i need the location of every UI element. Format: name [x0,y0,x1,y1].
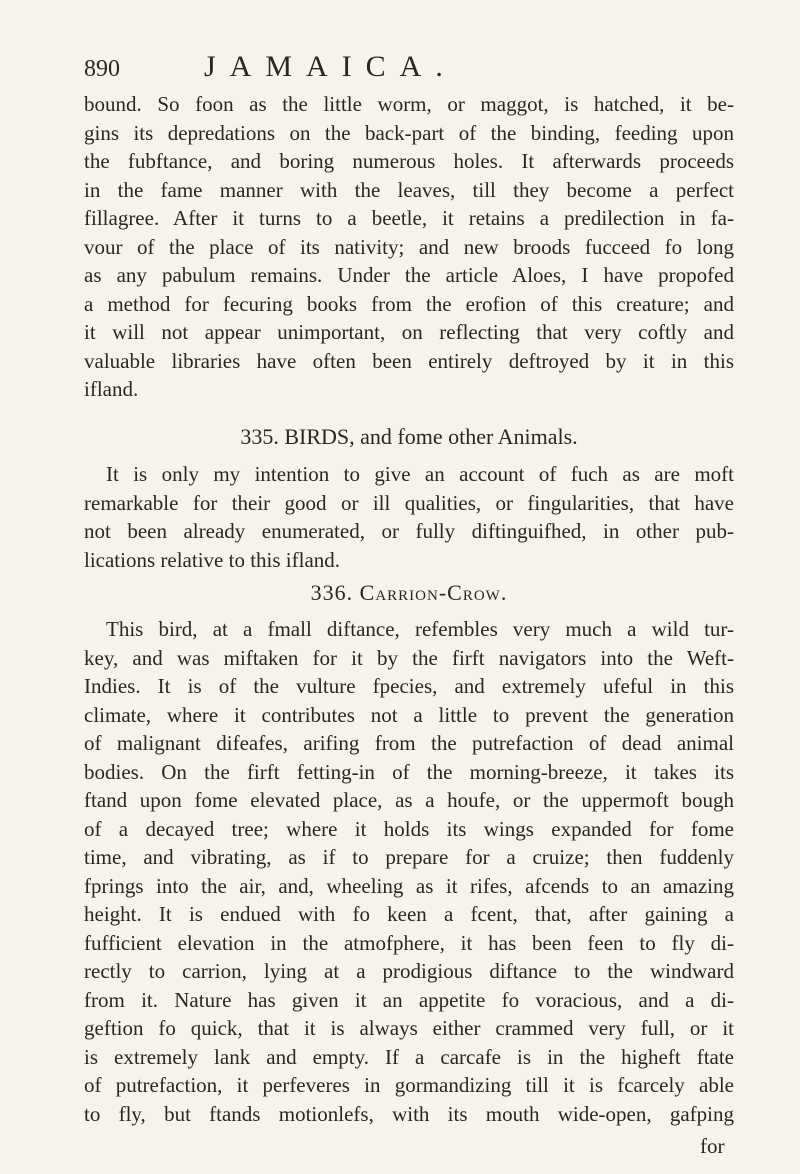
text-line: as any pabulum remains. Under the article Aloes, I have propofed [84,263,734,287]
text-line: time, and vibrating, as if to prepare for a cruize; then fuddenly [84,845,734,869]
text-line: vour of the place of its nativity; and new broods fucceed fo long [84,234,734,259]
text-line: This bird, at a fmall diftance, refembles very much a wild tur- [106,617,734,641]
text-line: fillagree. After it turns to a beetle, it retains a predilection in fa- [84,206,734,230]
text-line: to fly, but ftands motionlefs, with its mouth wide-open, gafping [84,1101,734,1126]
page-header [84,50,734,90]
text-line: from it. Nature has given it an appetite fo voracious, and a di- [84,987,734,1012]
text-line: fufficient elevation in the atmofphere, it has been feen to fly di- [84,930,734,955]
text-line: in the fame manner with the leaves, till they become a perfect [84,177,734,202]
text-line: it will not appear unimportant, on reflecting that very coftly and [84,320,734,344]
text-line: of a decayed tree; where it holds its wings expanded for fome [84,816,734,841]
text-line: the fubftance, and boring numerous holes. It afterwards proceeds [84,149,734,173]
text-line: climate, where it contributes not a little to prevent the generation [84,702,734,727]
text-line: bound. So foon as the little worm, or maggot, is hatched, it be- [84,92,734,116]
text-line: geftion fo quick, that it is always either crammed very full, or it [84,1016,734,1040]
section-heading-carrion-crow: 336. Carrion-Crow. [310,580,508,605]
catchword: for [700,1134,725,1158]
text-line: ifland. [84,377,139,401]
paragraph-birds-intro [84,460,734,574]
text-line: a method for fecuring books from the erofion of this creature; and [84,291,734,316]
text-line: not been already enumerated, or fully diftinguifhed, in other pub- [84,519,734,543]
text-line: of putrefaction, it perfeveres in gormandizing till it is fcarcely able [84,1073,734,1097]
running-head: JAMAICA. [204,50,457,83]
text-line: remarkable for their good or ill qualities, or fingularities, that have [84,490,734,515]
paragraph-carrion-crow [84,615,734,1128]
paragraph-bookworm [84,90,734,404]
text-line: is extremely lank and empty. If a carcafe is in the higheft ftate [84,1044,734,1069]
text-line: lications relative to this ifland. [84,547,341,572]
text-line: bodies. On the firft fetting-in of the morning-breeze, it takes its [84,759,734,784]
text-line: height. It is endued with fo keen a fcent, that, after gaining a [84,902,734,926]
text-line: rectly to carrion, lying at a prodigious diftance to the windward [84,959,734,983]
text-line: key, and was miftaken for it by the firft navigators into the Weft- [84,645,734,670]
page-number: 890 [84,56,120,82]
text-line: It is only my intention to give an account of fuch as are moft [106,462,734,486]
text-line: valuable libraries have often been entirely deftroyed by it in this [84,348,734,373]
text-line: fprings into the air, and, wheeling as it rifes, afcends to an amazing [84,873,734,898]
text-line: gins its depredations on the back-part of the binding, feeding upon [84,120,734,145]
text-line: ftand upon fome elevated place, as a houfe, or the uppermoft bough [84,788,734,812]
text-line: Indies. It is of the vulture fpecies, and extremely ufeful in this [84,674,734,698]
text-line: of malignant difeafes, arifing from the putrefaction of dead animal [84,731,734,755]
section-heading-birds: 335. BIRDS, and fome other Animals. [240,424,578,449]
